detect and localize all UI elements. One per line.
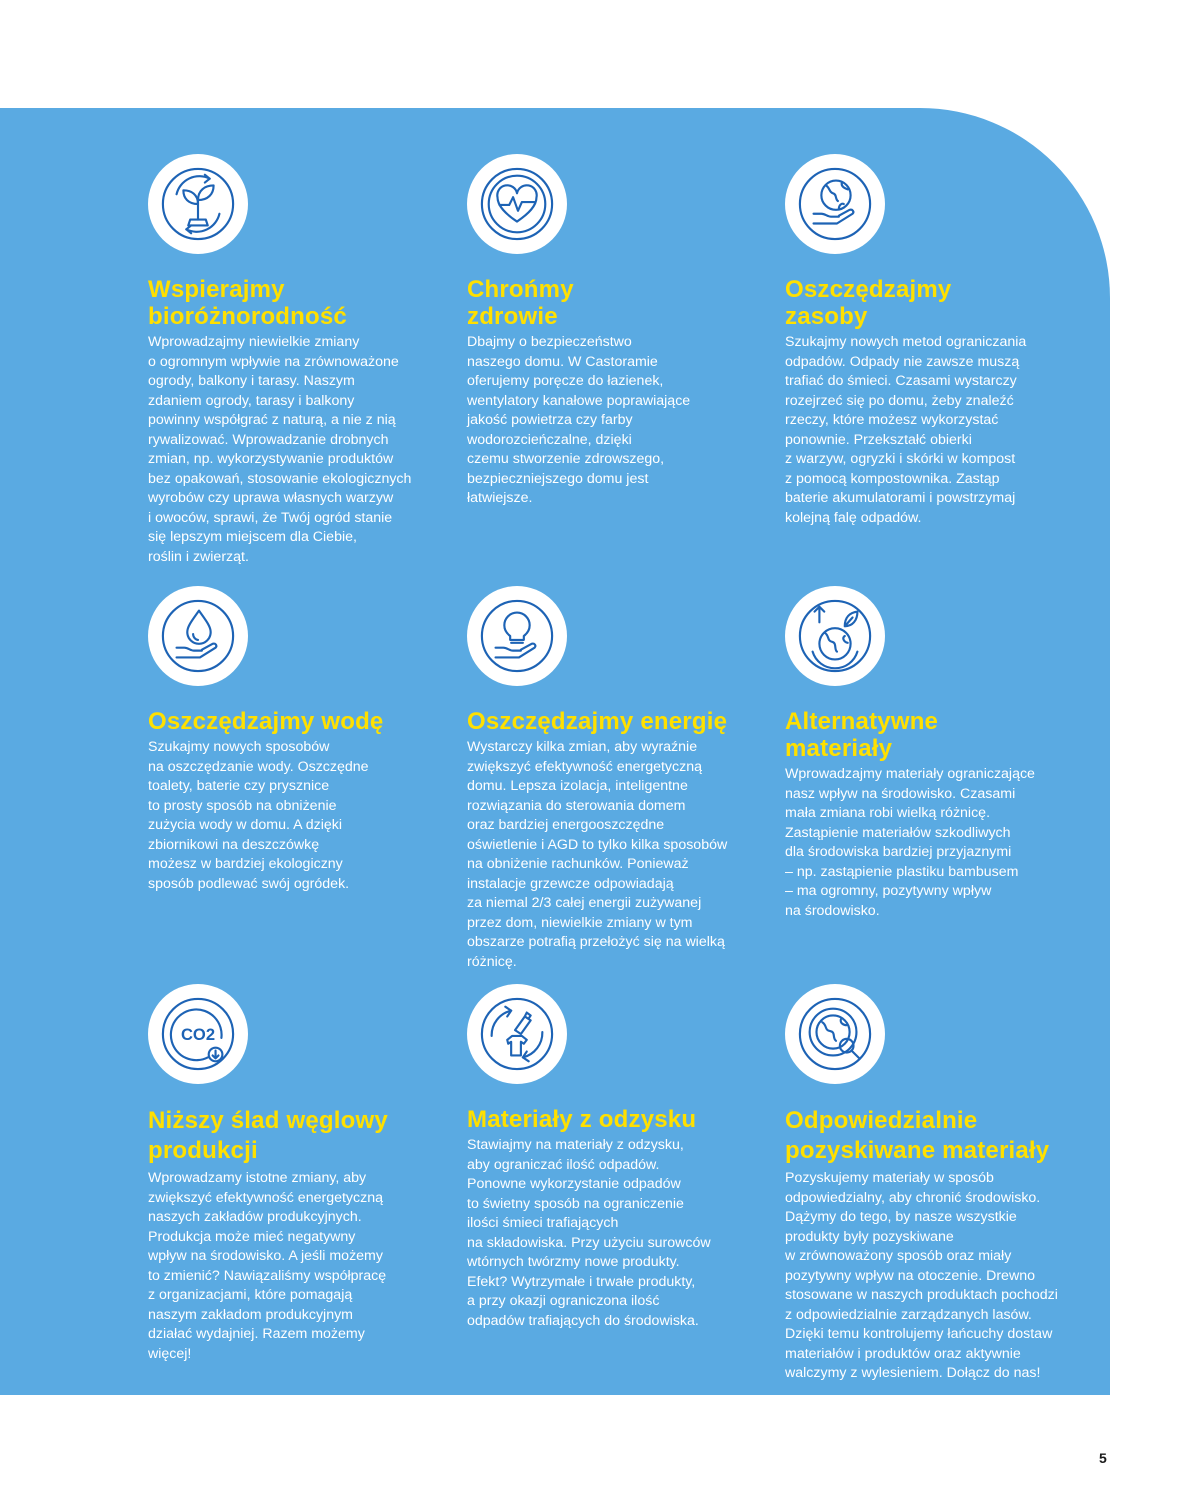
card-title: Alternatywne materiały: [785, 708, 939, 762]
card-alternative-materials: [785, 586, 1097, 921]
card-title: Chrońmy zdrowie: [467, 276, 574, 330]
co2-label: CO2: [180, 1024, 216, 1044]
card-body: Stawiajmy na materiały z odzysku, aby ograniczać ilość odpadów. Ponowne wykorzystanie odpadów to świetny sposób na ograniczenie ilości śmieci trafiających na składowiska. Przy użyciu surowców wtórnych twórzmy nowe produkty. Efekt? Wytrzymałe i trwałe produkty, a przy okazji ograniczona ilość odpadów trafiających do środowiska.: [467, 1137, 711, 1329]
biodiversity-leaves-cycle-icon: [148, 154, 248, 254]
card-title: Oszczędzajmy zasoby: [785, 276, 952, 330]
card-body: Wprowadzamy istotne zmiany, aby zwiększyć efektywność energetyczną naszych zakładów produkcyjnych. Produkcja może mieć negatywny wpływ na środowisko. A jeśli możemy to zmienić? Nawiązaliśmy współpracę z organizacjami, które pomagają naszym zakładom produkcyjnym działać wydajniej. Razem możemy więcej!: [148, 1170, 387, 1362]
water-drop-hand-icon: [148, 586, 248, 686]
card-energy: [467, 586, 779, 972]
globe-in-hand-icon: [785, 154, 885, 254]
card-carbon-footprint: [148, 984, 460, 1364]
card-title: Oszczędzajmy energię: [467, 708, 728, 735]
globe-leaf-arrows-icon: [785, 586, 885, 686]
recycled-bottle-shirt-icon: [467, 984, 567, 1084]
globe-magnifier-icon: [785, 984, 885, 1084]
card-biodiversity: [148, 154, 460, 567]
lightbulb-hand-icon: [467, 586, 567, 686]
card-title: Wspierajmy bioróżnorodność: [148, 276, 347, 330]
card-title: Materiały z odzysku: [467, 1106, 697, 1133]
card-title: Odpowiedzialnie pozyskiwane materiały: [785, 1107, 1050, 1164]
card-body: Pozyskujemy materiały w sposób odpowiedzialny, aby chronić środowisko. Dążymy do tego, by nasze wszystkie produkty były pozyskiwane w zrównoważony sposób oraz miały pozytywny wpływ na otoczenie. Drewno stosowane w naszych produktach pochodzi z odpowiedzialnie zarządzanych lasów. Dzięki temu kontrolujemy łańcuchy dostaw materiałów i produktów oraz aktywnie walczymy z wylesieniem. Dołącz do nas!: [785, 1170, 1058, 1381]
card-body: Wprowadzajmy materiały ograniczające nasz wpływ na środowisko. Czasami mała zmiana robi wielką różnicę. Zastąpienie materiałów szkodliwych dla środowiska bardziej przyjaznymi – np. zastąpienie plastiku bambusem – ma ogromny, pozytywny wpływ na środowisko.: [785, 766, 1035, 919]
card-recycled-materials: [467, 984, 779, 1331]
card-resources: [785, 154, 1097, 528]
card-body: Szukajmy nowych metod ograniczania odpadów. Odpady nie zawsze muszą trafiać do śmieci. Czasami wystarczy rozejrzeć się po domu, żeby znaleźć rzeczy, które możesz wykorzystać ponownie. Przekształć obierki z warzyw, ogryzki i skórki w kompost z pomocą kompostownika. Zastąp baterie akumulatorami i powstrzymaj kolejną falę odpadów.: [785, 334, 1027, 526]
card-body: Szukajmy nowych sposobów na oszczędzanie wody. Oszczędne toalety, baterie czy prysznice to prosty sposób na obniżenie zużycia wody w domu. A dzięki zbiornikowi na deszczówkę możesz w bardziej ekologiczny sposób podlewać swój ogródek.: [148, 739, 369, 892]
card-body: Wprowadzajmy niewielkie zmiany o ogromnym wpływie na zrównoważone ogrody, balkony i tarasy. Naszym zdaniem ogrody, tarasy i balkony powinny współgrać z naturą, a nie z nią rywalizować. Wprowadzanie drobnych zmian, np. wykorzystywanie produktów bez opakowań, stosowanie ekologicznych wyrobów czy uprawa własnych warzyw i owoców, sprawi, że Twój ogród stanie się lepszym miejscem dla Ciebie, roślin i zwierząt.: [148, 334, 412, 565]
card-responsible-sourcing: [785, 984, 1097, 1384]
card-title: Oszczędzajmy wodę: [148, 708, 384, 735]
co2-reduction-icon: [148, 984, 248, 1084]
card-title: Niższy ślad węglowy produkcji: [148, 1107, 388, 1164]
card-body: Wystarczy kilka zmian, aby wyraźnie zwiększyć efektywność energetyczną domu. Lepsza izolacja, inteligentne rozwiązania do sterowania domem oraz bardziej energooszczędne oświetlenie i AGD to tylko kilka sposobów na obniżenie rachunków. Ponieważ instalacje grzewcze odpowiadają za niemal 2/3 całej energii zużywanej przez dom, niewielkie zmiany w tym obszarze potrafią przełożyć się na wielką różnicę.: [467, 739, 728, 970]
card-body: Dbajmy o bezpieczeństwo naszego domu. W Castoramie oferujemy poręcze do łazienek, wentylatory kanałowe poprawiające jakość powietrza czy farby wodorozcieńczalne, dzięki czemu stworzenie zdrowszego, bezpieczniejszego domu jest łatwiejsze.: [467, 334, 691, 506]
card-health: [467, 154, 779, 509]
page-number: 5: [1099, 1450, 1107, 1466]
card-water: [148, 586, 460, 894]
heart-pulse-icon: [467, 154, 567, 254]
